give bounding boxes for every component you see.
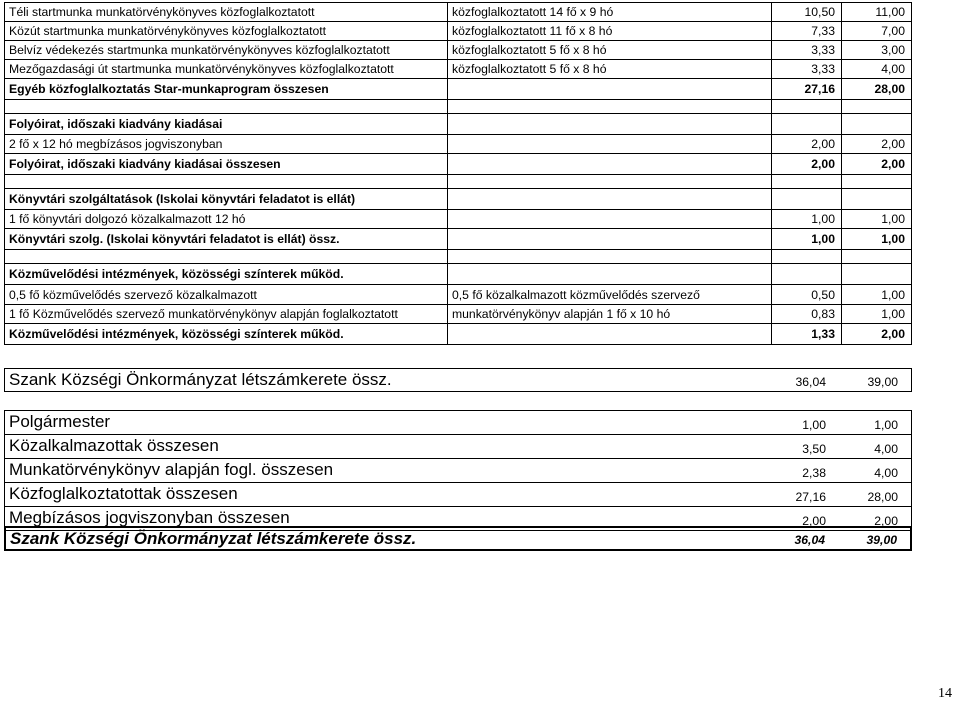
table-row [4,210,912,229]
description-cell: Közút startmunka munkatörvénykönyves közfoglalkoztatott [4,22,447,40]
value-cell-1: 1,00 [771,210,841,228]
empty-cell [841,175,912,188]
value-cell-1: 3,33 [771,41,841,59]
description-cell: Folyóirat, időszaki kiadvány kiadásai [4,114,447,134]
description-cell: 0,5 fő közművelődés szervező közalkalmazott [4,285,447,304]
table-row [4,305,912,324]
summary-value-1: 27,16 [795,490,826,504]
summary-value-1: 3,50 [802,442,826,456]
detail-cell: közfoglalkoztatott 11 fő x 8 hó [447,22,771,40]
detail-cell: közfoglalkoztatott 14 fő x 9 hó [447,3,771,21]
total-staffing-block [4,368,912,392]
value-cell-2: 11,00 [841,3,912,21]
table-row [4,60,912,79]
table-row [4,285,912,305]
summary-label: Munkatörvénykönyv alapján fogl. összesen [9,460,334,479]
description-cell: 2 fő x 12 hó megbízásos jogviszonyban [4,135,447,153]
page-number: 14 [938,686,952,701]
empty-cell [447,175,771,188]
summary-value-2: 1,00 [874,418,898,432]
description-cell: 1 fő Közművelődés szervező munkatörvénykönyv alapján foglalkoztatott [4,305,447,323]
detail-cell: közfoglalkoztatott 5 fő x 8 hó [447,41,771,59]
summary-value-1: 1,00 [802,418,826,432]
value-cell-1: 0,50 [771,285,841,304]
description-cell: 1 fő könyvtári dolgozó közalkalmazott 12 hó [4,210,447,228]
final-total-block [4,526,912,551]
table-subtotal-row [4,229,912,250]
value-cell-1 [771,189,841,209]
detail-cell [447,154,771,174]
summary-value-1: 2,00 [802,514,826,528]
value-cell-2: 1,00 [841,305,912,323]
detail-cell [447,189,771,209]
summary-row [4,459,912,483]
staffing-table [4,2,912,345]
summary-row [4,410,912,435]
final-total-label: Szank Községi Önkormányzat létszámkerete össz. [10,529,417,548]
value-cell-2: 2,00 [841,135,912,153]
empty-cell [4,100,447,113]
spacer-row [4,100,912,114]
description-cell: Mezőgazdasági út startmunka munkatörvénykönyves közfoglalkoztatott [4,60,447,78]
detail-cell [447,324,771,344]
spacer-row [4,250,912,264]
summary-label: Megbízásos jogviszonyban összesen [9,508,290,527]
detail-cell [447,135,771,153]
value-cell-1: 1,00 [771,229,841,249]
detail-cell [447,79,771,99]
empty-cell [447,250,771,263]
table-row [4,41,912,60]
summary-label: Közfoglalkoztatottak összesen [9,484,238,503]
detail-cell [447,210,771,228]
table-subtotal-row [4,154,912,175]
final-total-row [4,526,912,551]
table-row [4,22,912,41]
description-cell: Belvíz védekezés startmunka munkatörvénykönyves közfoglalkoztatott [4,41,447,59]
value-cell-2: 1,00 [841,229,912,249]
empty-cell [447,100,771,113]
value-cell-2: 3,00 [841,41,912,59]
summary-value-2: 28,00 [867,490,898,504]
description-cell: Folyóirat, időszaki kiadvány kiadásai összesen [4,154,447,174]
value-cell-1: 10,50 [771,3,841,21]
total-staffing-value-1: 36,04 [795,375,826,389]
total-staffing-label: Szank Községi Önkormányzat létszámkerete össz. [9,370,392,389]
value-cell-2: 1,00 [841,285,912,304]
final-total-value-1: 36,04 [794,533,825,547]
detail-cell: 0,5 fő közalkalmazott közművelődés szervező [447,285,771,304]
empty-cell [771,175,841,188]
summary-value-1: 2,38 [802,466,826,480]
table-row [4,135,912,154]
description-cell: Közművelődési intézmények, közösségi színterek működ. [4,264,447,284]
summary-value-2: 4,00 [874,466,898,480]
total-staffing-value-2: 39,00 [867,375,898,389]
value-cell-2: 1,00 [841,210,912,228]
detail-cell: munkatörvénykönyv alapján 1 fő x 10 hó [447,305,771,323]
description-cell: Könyvtári szolg. (Iskolai könyvtári feladatot is ellát) össz. [4,229,447,249]
summary-block [4,410,912,531]
value-cell-1: 0,83 [771,305,841,323]
table-subtotal-row [4,114,912,135]
summary-label: Közalkalmazottak összesen [9,436,219,455]
value-cell-1: 7,33 [771,22,841,40]
detail-cell [447,114,771,134]
value-cell-2: 7,00 [841,22,912,40]
value-cell-1: 27,16 [771,79,841,99]
value-cell-2: 2,00 [841,324,912,344]
empty-cell [4,250,447,263]
table-row [4,2,912,22]
description-cell: Közművelődési intézmények, közösségi színterek működ. [4,324,447,344]
value-cell-1: 2,00 [771,135,841,153]
value-cell-1: 2,00 [771,154,841,174]
summary-label: Polgármester [9,412,111,431]
value-cell-1 [771,114,841,134]
value-cell-2 [841,189,912,209]
detail-cell [447,264,771,284]
value-cell-2 [841,114,912,134]
value-cell-2: 28,00 [841,79,912,99]
value-cell-2: 4,00 [841,60,912,78]
value-cell-2: 2,00 [841,154,912,174]
final-total-value-2: 39,00 [866,533,897,547]
empty-cell [4,175,447,188]
table-subtotal-row [4,324,912,345]
detail-cell: közfoglalkoztatott 5 fő x 8 hó [447,60,771,78]
total-staffing-row [4,368,912,392]
table-subtotal-row [4,189,912,210]
description-cell: Könyvtári szolgáltatások (Iskolai könyvtári feladatot is ellát) [4,189,447,209]
empty-cell [771,100,841,113]
summary-row [4,435,912,459]
table-subtotal-row [4,79,912,100]
description-cell: Téli startmunka munkatörvénykönyves közfoglalkoztatott [4,3,447,21]
detail-cell [447,229,771,249]
description-cell: Egyéb közfoglalkoztatás Star-munkaprogram összesen [4,79,447,99]
value-cell-1 [771,264,841,284]
summary-value-2: 2,00 [874,514,898,528]
spacer-row [4,175,912,189]
summary-value-2: 4,00 [874,442,898,456]
empty-cell [841,250,912,263]
table-subtotal-row [4,264,912,285]
value-cell-1: 3,33 [771,60,841,78]
empty-cell [771,250,841,263]
empty-cell [841,100,912,113]
value-cell-2 [841,264,912,284]
value-cell-1: 1,33 [771,324,841,344]
summary-row [4,483,912,507]
